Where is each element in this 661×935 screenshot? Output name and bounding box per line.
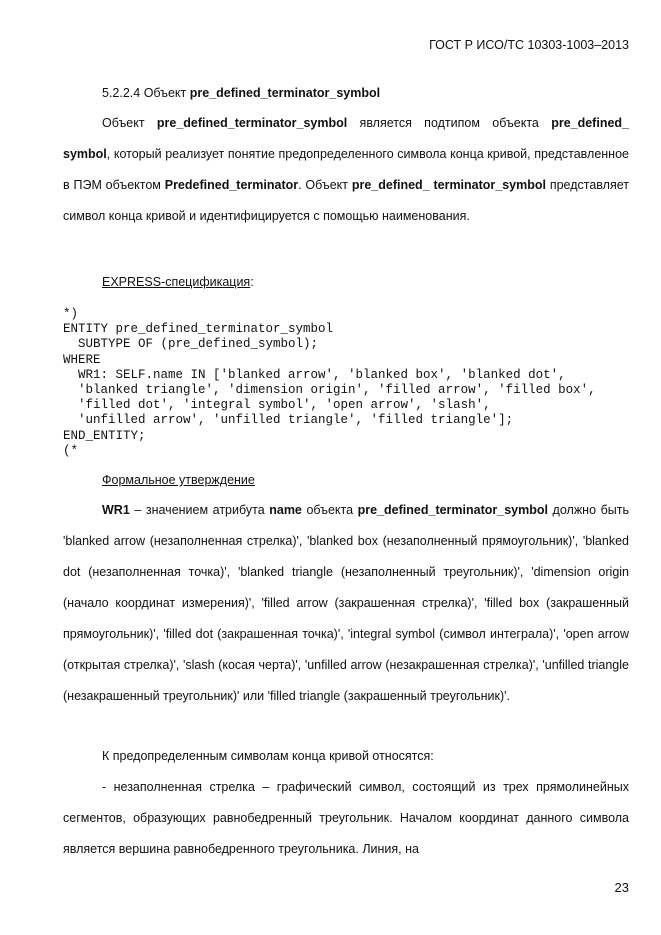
formal-text: должно быть 'blanked arrow (незаполненная стрелка)', 'blanked box (незаполненный прямоугольник)', 'blanked dot (незаполненная точка)', 'blanked triangle (незаполненный треугольник)', 'dimension origin (начало координат измерения)', 'filled arrow (закрашенная стрелка)', 'filled box (закрашенный прямоугольник)', 'filled dot (закрашенная точка)', 'integral symbol (символ интеграла)', 'open arrow (открытая стрелка)', 'slash (косая черта)', 'unfilled arrow (незакрашенная стрелка)', 'unfilled triangle (незакрашенный треугольник)' или 'filled triangle (закрашенный треугольник)'. bbox=[63, 503, 629, 703]
formal-text: объекта bbox=[301, 503, 358, 517]
intro-text: является подтипом объекта bbox=[347, 116, 552, 130]
intro-text: Объект bbox=[102, 116, 157, 130]
page-header: ГОСТ Р ИСО/ТС 10303-1003–2013 bbox=[429, 38, 629, 52]
rule-label: WR1 bbox=[102, 503, 130, 517]
terminators-intro: К предопределенным символам конца кривой относятся: bbox=[102, 749, 434, 763]
intro-paragraph bbox=[63, 108, 629, 232]
entity-term: pre_defined_terminator_symbol bbox=[357, 503, 548, 517]
entity-term: pre_defined_ terminator_symbol bbox=[351, 178, 546, 192]
intro-text: , который реализует понятие предопределенного символа конца кривой, представленное в ПЭМ объектом bbox=[63, 147, 629, 192]
attribute-term: name bbox=[269, 503, 302, 517]
entity-term: pre_defined_ symbol bbox=[63, 116, 629, 161]
intro-text: . Объект bbox=[298, 178, 352, 192]
express-heading-text: EXPRESS-спецификация bbox=[102, 275, 251, 289]
section-entity-name: pre_defined_terminator_symbol bbox=[189, 86, 381, 100]
section-number: 5.2.2.4 Объект bbox=[102, 86, 190, 100]
express-heading-colon: : bbox=[250, 275, 254, 289]
section-title bbox=[102, 86, 380, 100]
formal-text: – значением атрибута bbox=[129, 503, 270, 517]
express-heading bbox=[102, 275, 254, 289]
intro-text: представляет символ конца кривой и идентифицируется с помощью наименования. bbox=[63, 178, 629, 223]
formal-paragraph bbox=[63, 495, 629, 712]
page-number: 23 bbox=[614, 880, 629, 895]
terminator-item: - незаполненная стрелка – графический символ, состоящий из трех прямолинейных сегментов, образующих равнобедренный треугольник. Началом координат данного символа является вершина равнобедренного треугольника. Линия, на bbox=[63, 780, 629, 856]
entity-term: Predefined_terminator bbox=[164, 178, 299, 192]
express-code-block: *) ENTITY pre_defined_terminator_symbol SUBTYPE OF (pre_defined_symbol); WHERE WR1: SELF.name IN ['blanked arrow', 'blanked box', 'blanked dot', 'blanked triangle', 'dimension origin', 'filled arrow', 'filled box', 'filled dot', 'integral symbol', 'open arrow', 'slash', 'unfilled arrow', 'unfilled triangle', 'filled triangle']; END_ENTITY; (* bbox=[63, 307, 596, 458]
entity-term: pre_defined_terminator_symbol bbox=[156, 116, 348, 130]
formal-heading: Формальное утверждение bbox=[102, 473, 255, 487]
